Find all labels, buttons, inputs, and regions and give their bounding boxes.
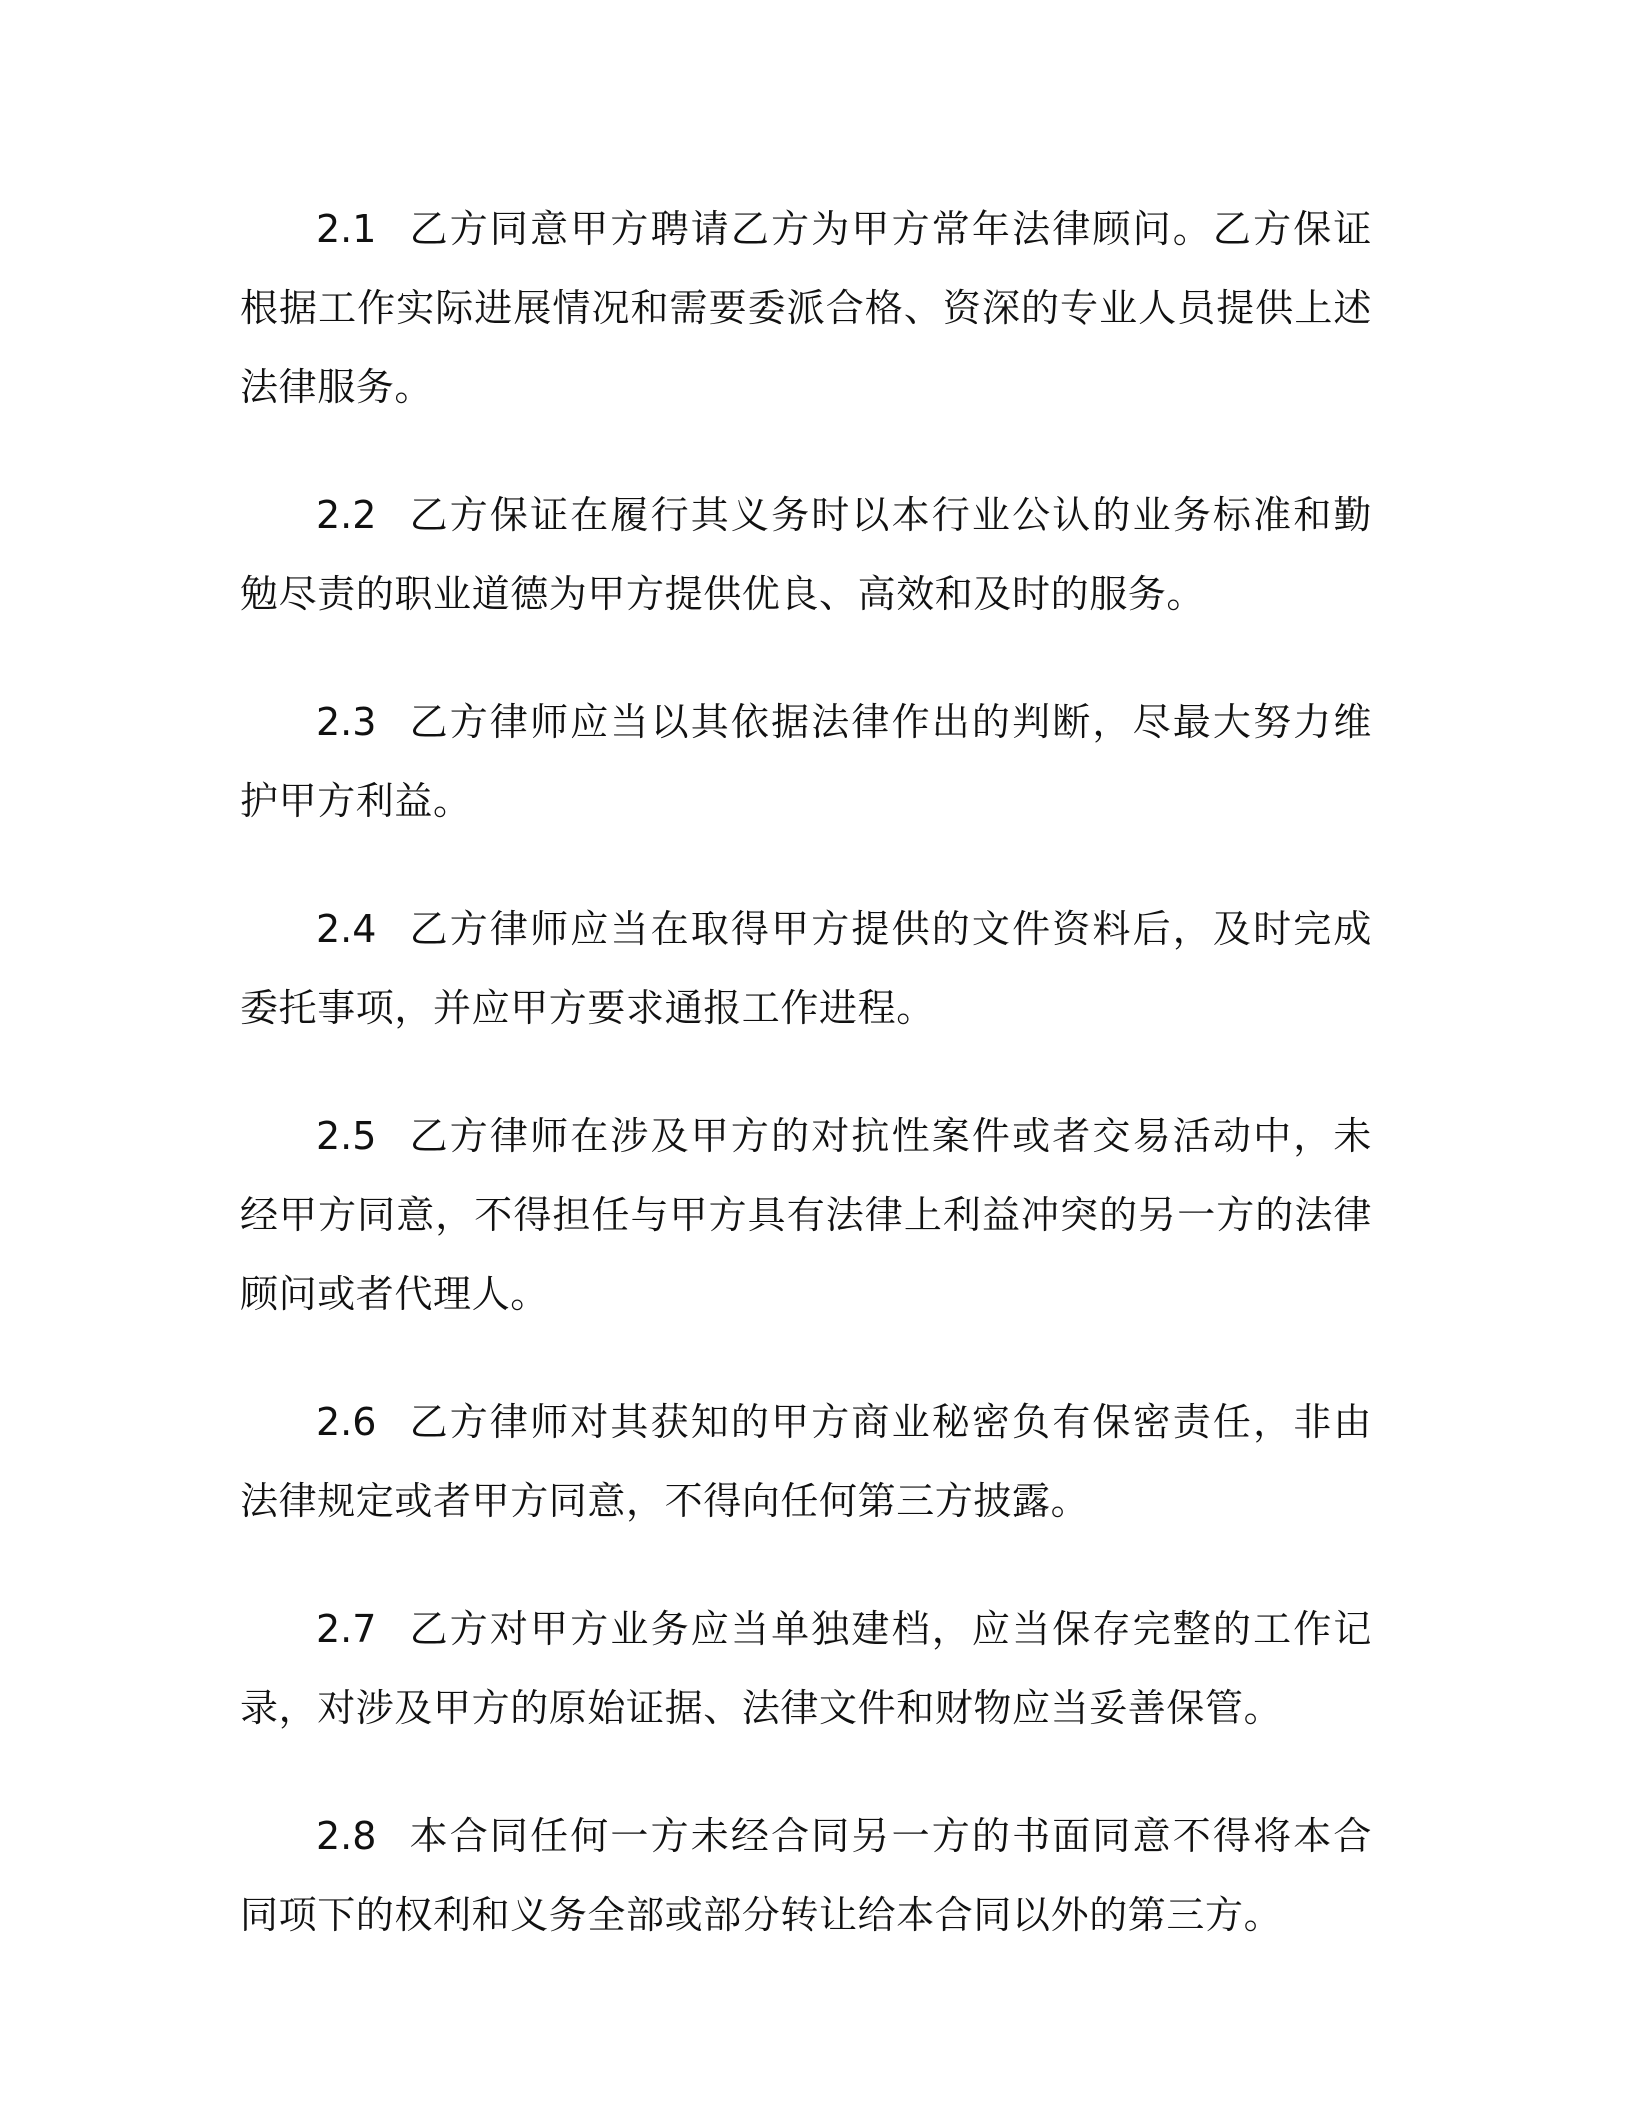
clause-text: 本合同任何一方未经合同另一方的书面同意不得将本合同项下的权利和义务全部或部分转让给本合同以外的第三方。 — [240, 1814, 1372, 1937]
clause-number: 2.3 — [316, 700, 377, 744]
clause-text: 乙方律师对其获知的甲方商业秘密负有保密责任，非由法律规定或者甲方同意，不得向任何第三方披露。 — [240, 1400, 1372, 1523]
clause-text: 乙方律师应当以其依据法律作出的判断，尽最大努力维护甲方利益。 — [240, 700, 1372, 823]
clause-number: 2.5 — [316, 1114, 377, 1158]
clause-2-1 — [240, 190, 1372, 427]
clause-number: 2.7 — [316, 1607, 377, 1651]
clause-text: 乙方对甲方业务应当单独建档，应当保存完整的工作记录，对涉及甲方的原始证据、法律文件和财物应当妥善保管。 — [240, 1607, 1372, 1730]
contract-clauses — [240, 190, 1372, 2004]
clause-number: 2.2 — [316, 493, 377, 537]
clause-2-3 — [240, 683, 1372, 841]
clause-number: 2.1 — [316, 207, 377, 251]
clause-text: 乙方律师在涉及甲方的对抗性案件或者交易活动中，未经甲方同意，不得担任与甲方具有法律上利益冲突的另一方的法律顾问或者代理人。 — [240, 1114, 1372, 1316]
clause-text: 乙方保证在履行其义务时以本行业公认的业务标准和勤勉尽责的职业道德为甲方提供优良、高效和及时的服务。 — [240, 493, 1372, 616]
clause-2-5 — [240, 1097, 1372, 1334]
clause-2-7 — [240, 1590, 1372, 1748]
clause-2-2 — [240, 476, 1372, 634]
clause-number: 2.8 — [316, 1814, 377, 1858]
clause-number: 2.4 — [316, 907, 377, 951]
clause-2-4 — [240, 890, 1372, 1048]
clause-2-6 — [240, 1383, 1372, 1541]
clause-text: 乙方律师应当在取得甲方提供的文件资料后，及时完成委托事项，并应甲方要求通报工作进程。 — [240, 907, 1372, 1030]
clause-number: 2.6 — [316, 1400, 377, 1444]
clause-2-8 — [240, 1797, 1372, 1955]
clause-text: 乙方同意甲方聘请乙方为甲方常年法律顾问。乙方保证根据工作实际进展情况和需要委派合格、资深的专业人员提供上述法律服务。 — [240, 207, 1372, 409]
